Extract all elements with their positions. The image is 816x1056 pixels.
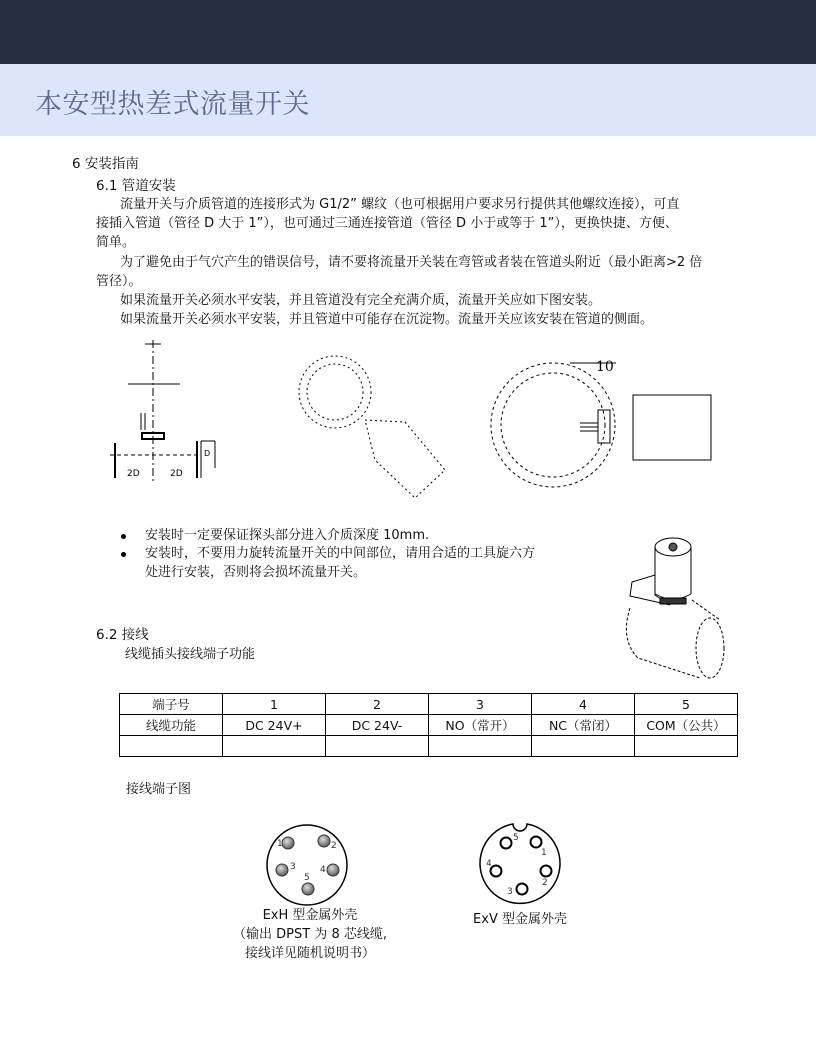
table-row: [120, 736, 738, 757]
table-cell: NO（常开）: [429, 715, 532, 736]
pin-label: 2: [331, 841, 337, 851]
table-cell: DC 24V+: [223, 715, 326, 736]
paragraph-line: 接插入管道（管径 D 大于 1”），也可通过三通连接管道（管径 D 小于或等于 1”），更换快捷、方便、: [96, 216, 678, 231]
table-row: [120, 694, 738, 715]
bullet-icon: [121, 552, 126, 557]
bullet-text: 安装时，不要用力旋转流量开关的中间部位，请用合适的工具旋六方: [145, 546, 536, 561]
table-cell: 1: [223, 694, 326, 715]
caption-line: （输出 DPST 为 8 芯线缆,: [233, 927, 387, 942]
table-cell: 端子号: [120, 694, 223, 715]
dim-2d-label-left: 2D: [127, 469, 140, 479]
paragraph-line: 如果流量开关必须水平安装，并且管道没有完全充满介质，流量开关应如下图安装。: [120, 293, 602, 308]
section-6-1-heading: 6.1 管道安装: [96, 178, 176, 194]
pin-label: 4: [320, 865, 326, 875]
side-mount-figure: [488, 355, 723, 490]
dim-2d-label-right: 2D: [170, 469, 183, 479]
exv-caption: [445, 910, 595, 929]
pipe-distance-figure: [105, 338, 225, 488]
paragraph-line: 为了避免由于气穴产生的错误信号，请不要将流量开关装在弯管或者装在管道头附近（最小距离>2 倍: [120, 255, 703, 270]
wiring-diagram-title: 接线端子图: [126, 782, 192, 797]
table-caption: 线缆插头接线端子功能: [125, 647, 256, 662]
section-6-2-heading: 6.2 接线: [96, 627, 149, 643]
paragraph-line: 管径）。: [96, 274, 142, 289]
table-cell: COM（公共）: [635, 715, 738, 736]
dim-d-label: D: [204, 449, 211, 458]
caption-line: ExH 型金属外壳: [262, 908, 358, 923]
exh-connector-icon: [262, 820, 354, 912]
section-6-heading: 6 安装指南: [72, 156, 139, 172]
pin-label: 2: [542, 878, 548, 888]
title-band: [0, 64, 816, 136]
caption-line: ExV 型金属外壳: [473, 912, 567, 927]
table-cell: 5: [635, 694, 738, 715]
angled-install-figure: [295, 350, 455, 500]
probe-on-pipe-figure: [610, 530, 735, 680]
caption-line: 接线详见随机说明书）: [244, 946, 375, 961]
exh-caption: [215, 906, 405, 963]
dim-10-label: 10: [596, 359, 614, 375]
bullet-text: 处进行安装，否则将会损坏流量开关。: [145, 565, 367, 580]
table-cell: DC 24V-: [326, 715, 429, 736]
table-row: [120, 715, 738, 736]
paragraph-line: 如果流量开关必须水平安装，并且管道中可能存在沉淀物。流量开关应该安装在管道的侧面。: [120, 312, 654, 327]
table-cell: 2: [326, 694, 429, 715]
pin-label: 5: [304, 873, 310, 883]
bullet-icon: [121, 534, 126, 539]
table-cell: [223, 736, 326, 757]
paragraph-line: 流量开关与介质管道的连接形式为 G1/2” 螺纹（也可根据用户要求另行提供其他螺纹连接），可直: [120, 197, 680, 212]
top-bar: [0, 0, 816, 64]
document-title: 本安型热差式流量开关: [35, 89, 310, 120]
table-cell: [326, 736, 429, 757]
terminal-function-table: [119, 693, 738, 757]
pin-label: 3: [507, 887, 513, 897]
table-cell: 3: [429, 694, 532, 715]
table-cell: [532, 736, 635, 757]
pin-label: 1: [277, 839, 283, 849]
paragraph-line: 简单。: [96, 235, 136, 250]
table-cell: 线缆功能: [120, 715, 223, 736]
table-cell: NC（常闭）: [532, 715, 635, 736]
table-cell: [635, 736, 738, 757]
table-cell: [429, 736, 532, 757]
pin-label: 3: [290, 862, 296, 872]
pin-label: 1: [541, 848, 547, 858]
bullet-text: 安装时一定要保证探头部分进入介质深度 10mm.: [145, 528, 430, 543]
table-cell: 4: [532, 694, 635, 715]
table-cell: [120, 736, 223, 757]
pin-label: 4: [486, 859, 492, 869]
pin-label: 5: [513, 833, 519, 843]
exv-connector-icon: [475, 818, 567, 910]
